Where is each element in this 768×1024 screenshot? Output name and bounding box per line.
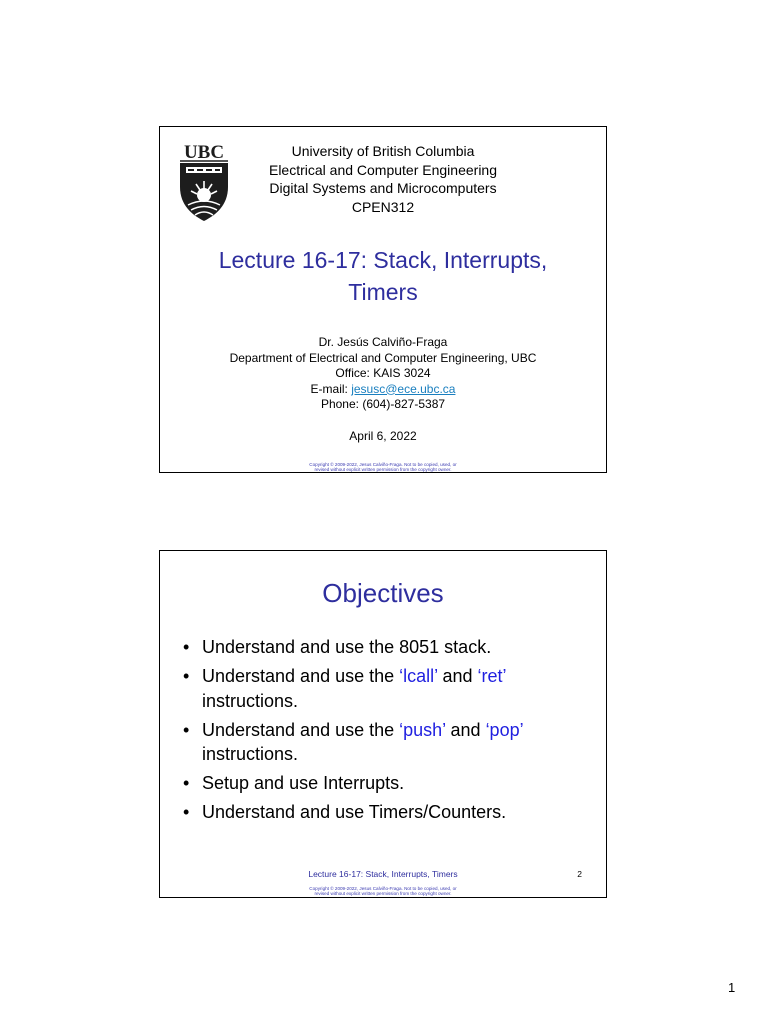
lecture-title [160,244,606,308]
keyword-pop: ‘pop’ [485,719,524,740]
keyword-ret: ‘ret’ [477,666,507,686]
list-item [183,718,524,767]
bullet-dot: • [183,719,190,740]
copyright-line2: revised without explicit written permission from the copyright owner. [314,891,452,896]
email-label: E-mail: [310,381,352,396]
copyright-notice [160,462,606,472]
lecture-date: April 6, 2022 [349,429,417,443]
slide-page-number: 2 [577,869,582,879]
copyright-notice [160,886,606,896]
copyright-line1: Copyright © 2009-2022, Jesus Calviño-Fraga. Not to be copied, used, or [309,886,457,891]
objective-text: and [445,719,486,740]
list-item [183,771,524,796]
department-name: Electrical and Computer Engineering [268,161,497,178]
objectives-slide [159,550,607,898]
list-item [183,800,524,825]
objective-text: Understand and use Timers/Counters. [202,802,507,822]
objective-text: Understand and use the [202,719,400,740]
objectives-list [183,635,524,829]
sheet-page-number: 1 [728,980,736,995]
author-department: Department of Electrical and Computer Engineering, UBC [229,350,537,365]
slide-footer-title: Lecture 16-17: Stack, Interrupts, Timers [308,869,458,879]
keyword-push: ‘push’ [399,719,446,740]
bullet-dot: • [183,773,190,793]
bullet-dot: • [183,666,190,686]
author-email [160,382,606,398]
author-office: Office: KAIS 3024 [335,366,431,380]
list-item [183,635,524,660]
objectives-title: Objectives [322,578,444,608]
list-item [183,664,524,713]
lecture-title-line1: Lecture 16-17: Stack, Interrupts, [218,247,548,273]
lecture-title-line2: Timers [348,279,418,305]
keyword-lcall: ‘lcall’ [399,666,438,686]
objective-text: and [437,666,478,686]
objective-text: instructions. [202,744,299,764]
institution-block [160,142,606,216]
author-phone: Phone: (604)-827-5387 [320,397,446,411]
bullet-dot: • [183,637,190,657]
objective-text: Understand and use the 8051 stack. [202,637,492,657]
objective-text: instructions. [202,690,299,711]
objective-text: Setup and use Interrupts. [202,773,405,793]
university-name: University of British Columbia [291,143,475,159]
copyright-line1: Copyright © 2009-2022, Jesus Calviño-Fraga. Not to be copied, used, or [309,462,457,467]
title-slide [159,126,607,473]
bullet-dot: • [183,802,190,822]
objective-text: Understand and use the [202,666,400,686]
email-link[interactable]: jesusc@ece.ubc.ca [351,381,456,396]
logo-text: UBC [183,142,225,163]
course-name: Digital Systems and Microcomputers [269,180,497,196]
author-block [160,335,606,413]
copyright-line2: revised without explicit written permission from the copyright owner. [314,467,452,472]
course-code: CPEN312 [351,198,415,215]
author-name: Dr. Jesús Calviño-Fraga [318,335,448,349]
